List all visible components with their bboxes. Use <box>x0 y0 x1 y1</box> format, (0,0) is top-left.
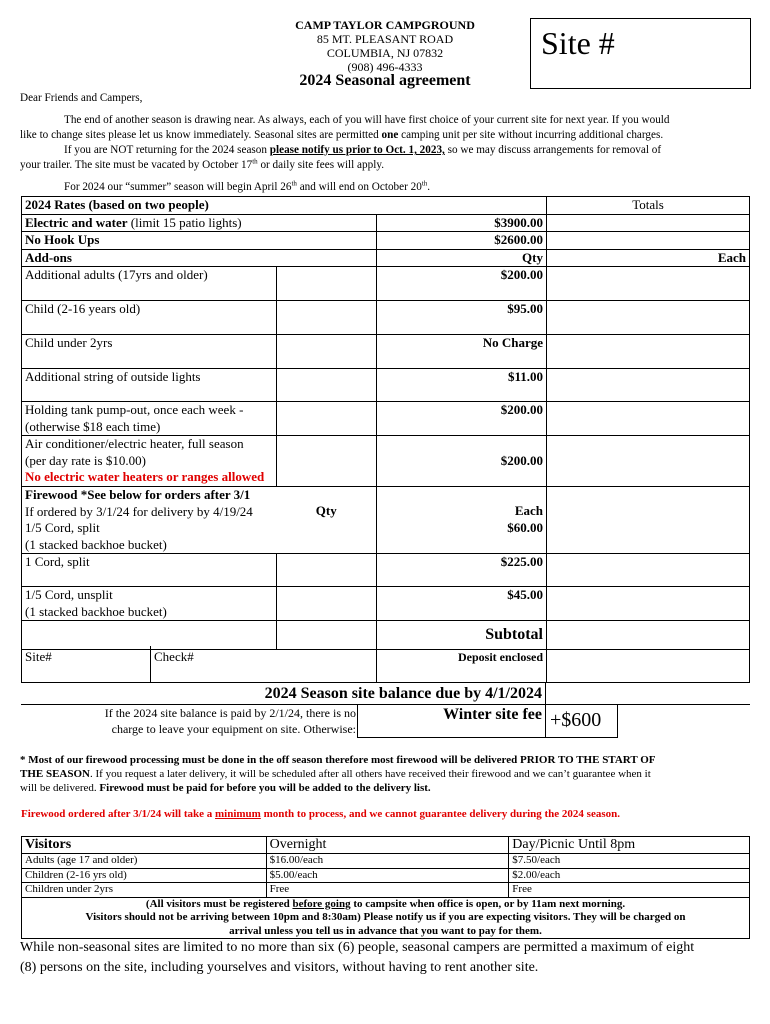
electric-row-label <box>22 214 377 232</box>
warning-underline: minimum <box>215 808 261 820</box>
visitor-type: Children under 2yrs <box>22 883 267 898</box>
letter-line <box>20 113 755 128</box>
ac-total-cell[interactable] <box>547 436 750 487</box>
letterhead <box>230 18 540 74</box>
visitors-note-line: arrival unless you tell us in advance that you want to pay for them. <box>229 924 542 937</box>
addon-label: Child under 2yrs <box>22 335 277 369</box>
address-line-1: 85 MT. PLEASANT ROAD <box>316 32 454 46</box>
firewood-notes <box>20 753 755 795</box>
ac-line-1: Air conditioner/electric heater, full season <box>25 436 244 451</box>
firewood-item-2-label: 1 Cord, split <box>22 554 277 587</box>
addon-total-cell[interactable] <box>547 267 750 301</box>
addon-price: $95.00 <box>377 301 547 335</box>
winter-fee-label: Winter site fee <box>357 705 546 738</box>
holding-line-1: Holding tank pump-out, once each week - <box>25 402 244 417</box>
firewood-sub: If ordered by 3/1/24 for delivery by 4/19/24 <box>25 503 253 519</box>
addons-qty-label: Qty <box>377 249 547 267</box>
holding-qty-cell[interactable] <box>277 402 377 436</box>
firewood-note-bold: * Most of our firewood processing must be done in the off season therefore most firewood will be delivered <box>20 754 520 766</box>
visitor-type: Adults (age 17 and older) <box>22 854 267 869</box>
overnight-rate: $5.00/each <box>266 868 509 883</box>
site-number-label: Site # <box>541 25 615 61</box>
nohook-total[interactable] <box>547 232 750 250</box>
firewood-item-3-line-2: (1 stacked backhoe bucket) <box>25 603 167 619</box>
ac-label <box>22 436 277 487</box>
warning-text: Firewood ordered after 3/1/24 will take a <box>21 808 215 820</box>
document-title: 2024 Seasonal agreement <box>299 72 471 89</box>
ac-warning: No electric water heaters or ranges allowed <box>25 469 265 484</box>
firewood-total-cell[interactable] <box>547 487 750 554</box>
firewood-note-bold: Firewood must be paid for before you will be added to the delivery list. <box>99 782 431 794</box>
rates-table <box>21 196 750 650</box>
firewood-label <box>22 487 277 554</box>
firewood-item-1: 1/5 Cord, split <box>25 520 100 535</box>
balance-due-row <box>21 683 750 705</box>
firewood-item-3-line-1: 1/5 Cord, unsplit <box>25 587 113 602</box>
letter-line <box>20 143 755 158</box>
firewood-item-1-note: (1 stacked backhoe bucket) <box>25 536 167 552</box>
addon-label: Additional adults (17yrs and older) <box>22 267 277 301</box>
addons-each-label: Each <box>547 249 750 267</box>
rates-heading: 2024 Rates (based on two people) <box>22 197 547 215</box>
letter-line <box>20 158 755 173</box>
winter-note-line-2: charge to leave your equipment on site. Otherwise: <box>111 722 356 736</box>
visitors-table <box>21 836 750 939</box>
site-number-box[interactable] <box>530 18 751 89</box>
addon-label: Additional string of outside lights <box>22 369 277 402</box>
visitors-note-underline: before going <box>292 897 351 910</box>
letter-bold: one <box>381 129 399 141</box>
letter-text: or daily site fees will apply. <box>257 159 384 171</box>
electric-price: $3900.00 <box>377 214 547 232</box>
balance-due-label: 2024 Season site balance due by 4/1/2024 <box>21 683 546 705</box>
firewood-total-cell[interactable] <box>547 587 750 621</box>
firewood-note-line <box>20 781 755 795</box>
day-rate: $2.00/each <box>509 868 750 883</box>
ac-qty-cell[interactable] <box>277 436 377 487</box>
subtotal-label: Subtotal <box>377 621 547 650</box>
firewood-item-2-price: $225.00 <box>377 554 547 587</box>
holding-line-2: (otherwise $18 each time) <box>25 418 161 434</box>
site-number-field[interactable] <box>22 646 151 682</box>
footer-note <box>20 938 760 978</box>
camp-name: CAMP TAYLOR CAMPGROUND <box>295 18 475 32</box>
letter-text: The end of another season is drawing near. As always, each of you will have first choice of your current site for next year. If you would <box>64 114 670 126</box>
firewood-item-3-price: $45.00 <box>377 587 547 621</box>
visitors-note-text: (All visitors must be registered <box>145 897 293 910</box>
phone-number: (908) 496-4333 <box>347 60 423 74</box>
firewood-item-3-label <box>22 587 277 621</box>
visitors-note-line: Visitors should not be arriving between 10pm and 8:30am) Please notify us if you are expecting visitors. They will be charged on <box>85 911 686 923</box>
firewood-note-line <box>20 753 755 767</box>
deposit-label: Deposit enclosed <box>377 646 547 682</box>
letter-text: so we may discuss arrangements for removal of <box>444 144 662 156</box>
addon-total-cell[interactable] <box>547 335 750 369</box>
visitors-note <box>22 897 750 939</box>
holding-price: $200.00 <box>377 402 547 436</box>
superscript: th <box>291 179 297 188</box>
firewood-qty-cell[interactable] <box>277 587 377 621</box>
visitors-header: Visitors <box>22 837 267 854</box>
addon-total-cell[interactable] <box>547 301 750 335</box>
letter-text: your trailer. The site must be vacated by October 17 <box>20 159 253 171</box>
firewood-total-cell[interactable] <box>547 554 750 587</box>
firewood-item-1-price: $60.00 <box>507 519 543 535</box>
addon-price: $11.00 <box>377 369 547 402</box>
footer-line-1: While non-seasonal sites are limited to no more than six (6) people, seasonal campers are permitted a maximum of eight <box>20 940 695 955</box>
notify-deadline: please notify us prior to Oct. 1, 2023, <box>269 144 445 156</box>
letter-text: and will end on October 20 <box>296 181 422 193</box>
check-hash-label: Check# <box>154 649 194 664</box>
warning-text: month to process, and we cannot guarantee delivery during the 2024 season. <box>260 808 620 820</box>
letter-text: camping unit per site without incurring additional charges. <box>398 129 664 141</box>
letter-body <box>20 113 755 173</box>
table-row <box>22 854 750 869</box>
ac-price: $200.00 <box>377 436 547 487</box>
ac-line-2: (per day rate is $10.00) <box>25 452 146 468</box>
visitor-type: Children (2-16 yrs old) <box>22 868 267 883</box>
addon-price: No Charge <box>377 335 547 369</box>
addon-total-cell[interactable] <box>547 369 750 402</box>
letter-line <box>20 128 755 143</box>
superscript: th <box>252 157 258 166</box>
visitors-note-line <box>25 898 746 912</box>
firewood-qty-label: Qty <box>277 487 377 554</box>
addon-label: Child (2-16 years old) <box>22 301 277 335</box>
firewood-note-text: . If you request a later delivery, it will be scheduled after all others have received their firewood and we can’t guarantee when it <box>90 768 651 780</box>
firewood-qty-cell[interactable] <box>277 554 377 587</box>
visitors-note-text: to campsite when office is open, or by 11am next morning. <box>350 897 626 910</box>
check-number-field[interactable] <box>151 646 377 682</box>
day-rate: $7.50/each <box>509 854 750 869</box>
winter-note-line-1: If the 2024 site balance is paid by 2/1/24, there is no <box>104 706 356 720</box>
addons-label: Add-ons <box>22 249 377 267</box>
letter-text: like to change sites please let us know immediately. Seasonal sites are permitted <box>20 129 382 141</box>
addon-qty-cell[interactable] <box>277 301 377 335</box>
deposit-amount-field[interactable] <box>547 646 750 682</box>
addon-qty-cell[interactable] <box>277 267 377 301</box>
nohook-label: No Hook Ups <box>22 232 377 250</box>
winter-note <box>21 705 356 737</box>
site-hash-label: Site# <box>25 649 52 664</box>
season-dates <box>64 180 430 195</box>
overnight-rate: Free <box>266 883 509 898</box>
address-line-2: COLUMBIA, NJ 07832 <box>326 46 444 60</box>
firewood-heading: Firewood *See below for orders after 3/1 <box>25 487 251 502</box>
nohook-price: $2600.00 <box>377 232 547 250</box>
firewood-price-cell <box>377 487 547 554</box>
winter-fee-row <box>21 705 750 738</box>
greeting: Dear Friends and Campers, <box>20 92 143 104</box>
addon-qty-cell[interactable] <box>277 369 377 402</box>
table-row <box>22 883 750 898</box>
firewood-note-bold: PRIOR TO THE START OF <box>519 754 656 766</box>
firewood-each-label: Each <box>514 503 543 518</box>
addon-qty-cell[interactable] <box>277 335 377 369</box>
overnight-header: Overnight <box>266 837 509 854</box>
firewood-note-text: will be delivered. <box>20 782 100 794</box>
holding-tank-label <box>22 402 277 436</box>
letter-text: For 2024 our “summer” season will begin April 26 <box>64 181 292 193</box>
electric-bold: Electric and water <box>25 214 128 230</box>
letter-text: If you are NOT returning for the 2024 season <box>64 144 270 156</box>
daypicnic-header: Day/Picnic Until 8pm <box>509 837 750 854</box>
day-rate: Free <box>509 883 750 898</box>
footer-line-2: (8) persons on the site, including yourselves and visitors, without having to rent another site. <box>20 960 539 975</box>
totals-heading: Totals <box>547 197 750 215</box>
firewood-note-line <box>20 767 755 781</box>
electric-rest: (limit 15 patio lights) <box>127 214 242 230</box>
table-row <box>22 868 750 883</box>
firewood-warning <box>21 807 620 822</box>
overnight-rate: $16.00/each <box>266 854 509 869</box>
electric-total[interactable] <box>547 214 750 232</box>
deposit-row <box>21 646 750 683</box>
addon-price: $200.00 <box>377 267 547 301</box>
letter-text: . <box>427 181 431 193</box>
holding-total-cell[interactable] <box>547 402 750 436</box>
firewood-note-bold: THE SEASON <box>20 768 90 780</box>
superscript: th <box>421 179 428 188</box>
winter-fee-amount: +$600 <box>546 705 618 738</box>
